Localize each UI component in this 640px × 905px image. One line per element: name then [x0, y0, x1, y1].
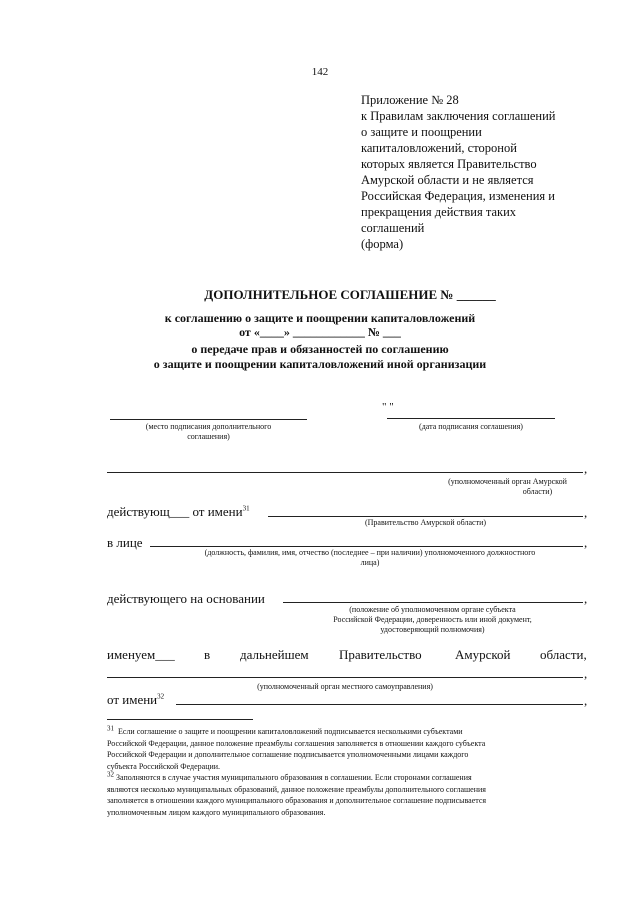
basis-caption: (положение об уполномоченном органе субъекта Российской Федерации, доверенность или иной документ, удостоверяющий полномочия)	[333, 605, 532, 634]
local-organ-field[interactable]	[107, 677, 583, 678]
person-caption: (должность, фамилия, имя, отчество (последнее – при наличии) уполномоченного должностного лица)	[204, 548, 536, 567]
footnote-32: $^{32}$ Заполняются в случае участия муниципального образования в соглашении. Если сторонами соглашения являются несколько муниципальных образований, данное положение преамбулы дополнительного соглашения заполняется в отношении каждого муниципального образования и дополнительное соглашение подписывается уполномоченным лицом каждого муниципального образования.	[107, 770, 487, 817]
comma: ,	[584, 693, 588, 708]
title-line: о защите и поощрении капиталовложений иной организации	[153, 357, 487, 371]
behalf-field[interactable]	[176, 704, 583, 705]
named-word: именуем___	[107, 647, 175, 662]
appendix-header	[361, 92, 621, 252]
basis-label: действующего на основании	[107, 591, 265, 606]
title-line: к соглашению о защите и поощрении капиталовложений	[164, 311, 476, 325]
title-line: о передаче прав и обязанностей по соглашению	[191, 342, 449, 356]
date-field[interactable]	[387, 418, 555, 419]
behalf-label: от имени$^{32}$	[107, 692, 165, 707]
named-word: дальнейшем	[240, 647, 309, 662]
comma: ,	[584, 591, 588, 606]
appendix-line: которых является Правительство	[361, 157, 537, 171]
footnote-31: $^{31}$ Если соглашение о защите и поощрении капиталовложений подписывается несколькими субъектами Российской Федерации, данное положение преамбулы соглашения заполняется в отношении каждого субъекта Российской Федерации и дополнительное соглашение подписывается уполномоченными лицами каждого субъекта Российской Федерации.	[107, 724, 486, 771]
organ-field[interactable]	[107, 472, 583, 473]
comma: ,	[584, 461, 588, 476]
comma: ,	[584, 535, 588, 550]
appendix-line: прекращения действия таких	[361, 205, 517, 219]
named-word: Правительство	[339, 647, 422, 662]
appendix-line: (форма)	[361, 237, 404, 251]
acting-label: действующ___ от имени$^{31}$	[107, 504, 250, 519]
place-caption: (место подписания дополнительного соглашения)	[145, 422, 272, 441]
named-word: области,	[540, 647, 587, 662]
appendix-line: Российская Федерация, изменения и	[361, 189, 555, 203]
appendix-line: о защите и поощрении	[361, 125, 482, 139]
place-field[interactable]	[110, 419, 307, 420]
organ-caption: (уполномоченный орган Амурской области)	[448, 477, 567, 496]
comma: ,	[584, 666, 588, 681]
government-caption: (Правительство Амурской области)	[364, 518, 487, 527]
title-line: от «____» ____________ № ___	[239, 325, 401, 339]
comma: ,	[584, 505, 588, 520]
date-caption: (дата подписания соглашения)	[419, 422, 523, 431]
appendix-line: соглашений	[361, 221, 425, 235]
appendix-line: капиталовложений, стороной	[361, 141, 517, 155]
appendix-line: к Правилам заключения соглашений	[361, 109, 556, 123]
appendix-line: Приложение № 28	[361, 93, 459, 107]
person-field[interactable]	[150, 546, 583, 547]
page-number: 142	[311, 66, 329, 78]
person-label: в лице	[107, 535, 143, 550]
basis-field[interactable]	[283, 602, 583, 603]
appendix-line: Амурской области и не является	[361, 173, 534, 187]
document-title: ДОПОЛНИТЕЛЬНОЕ СОГЛАШЕНИЕ № ______	[204, 287, 496, 302]
local-organ-caption: (уполномоченный орган местного самоуправления)	[257, 682, 433, 691]
named-word: Амурской	[455, 647, 511, 662]
government-field[interactable]	[268, 516, 583, 517]
footnote-separator	[107, 719, 253, 720]
date-quotes: " "	[382, 401, 394, 413]
named-word: в	[204, 647, 211, 662]
